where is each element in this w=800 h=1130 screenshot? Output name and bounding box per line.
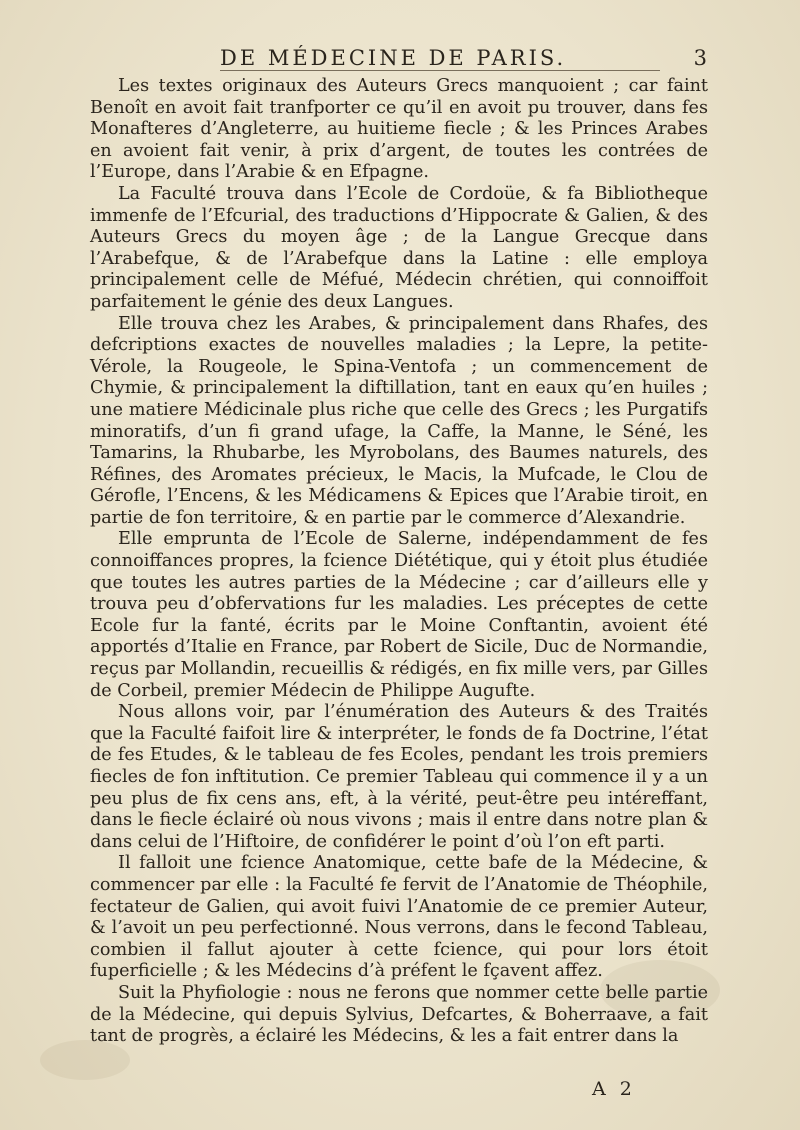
paragraph: Nous allons voir, par l’énumération des Auteurs & des Traités que la Faculté faifoit lire & interpréter, le fonds de fa Doctrine, l’état de fes Etudes, & le tableau de fes Ecoles, pendant les trois premiers fiecles de fon inftitution. Ce premier Tableau qui commence il y a un peu plus de fix cens ans, eft, à la vérité, peut-être peu intéreffant, dans le fiecle éclairé où nous vivons ; mais il entre dans notre plan & dans celui de l’Hiftoire, de confidérer le point d’où l’on eft parti. — [90, 702, 708, 852]
paragraph: Les textes originaux des Auteurs Grecs manquoient ; car faint Benoît en avoit fait tranfporter ce qu’il en avoit pu trouver, dans fes Monafteres d’Angleterre, au huitieme fiecle ; & les Princes Arabes en avoient fait venir, à prix d’argent, de toutes les contrées de l’Europe, dans l’Arabie & en Efpagne. — [90, 76, 708, 183]
running-title: DE MÉDECINE DE PARIS. — [220, 46, 567, 70]
paragraph: Suit la Phyfiologie : nous ne ferons que nommer cette belle partie de la Médecine, qui depuis Sylvius, Defcartes, & Boherraave, a fait tant de progrès, a éclairé les Médecins, & les a fait entrer dans la — [90, 982, 708, 1047]
paragraph: La Faculté trouva dans l’Ecole de Cordoüe, & fa Bibliotheque immenfe de l’Efcurial, des traductions d’Hippocrate & Galien, & des Auteurs Grecs du moyen âge ; de la Langue Grecque dans l’Arabefque, & de l’Arabefque dans la Latine : elle employa principalement celle de Méfué, Médecin chrétien, qui connoiffoit parfaitement le génie des deux Langues. — [90, 183, 708, 312]
body-text — [90, 76, 708, 1048]
header-rule — [220, 70, 660, 71]
running-header — [90, 46, 710, 76]
paragraph: Elle emprunta de l’Ecole de Salerne, indépendamment de fes connoiffances propres, la fcience Diététique, qui y étoit plus étudiée que toutes les autres parties de la Médecine ; car d’ailleurs elle y trouva peu d’obfervations fur les maladies. Les préceptes de cette Ecole fur la fanté, écrits par le Moine Conftantin, avoient été apportés d’Italie en France, par Robert de Sicile, Duc de Normandie, reçus par Mollandin, recueillis & rédigés, en fix mille vers, par Gilles de Corbeil, premier Médecin de Philippe Augufte. — [90, 529, 708, 701]
signature-mark: A 2 — [592, 1078, 636, 1100]
page-number: 3 — [693, 46, 710, 70]
paragraph: Elle trouva chez les Arabes, & principalement dans Rhafes, des defcriptions exactes de nouvelles maladies ; la Lepre, la petite-Vérole, la Rougeole, le Spina-Ventofa ; un commencement de Chymie, & principalement la diftillation, tant en eaux qu’en huiles ; une matiere Médicinale plus riche que celle des Grecs ; les Purgatifs minoratifs, d’un fi grand ufage, la Caffe, la Manne, le Séné, les Tamarins, la Rhubarbe, les Myrobolans, des Baumes naturels, des Réfines, des Aromates précieux, le Macis, la Mufcade, le Clou de Gérofle, l’Encens, & les Médicamens & Epices que l’Arabie tiroit, en partie de fon territoire, & en partie par le commerce d’Alexandrie. — [90, 313, 708, 528]
paragraph: Il falloit une fcience Anatomique, cette bafe de la Médecine, & commencer par elle : la Faculté fe fervit de l’Anatomie de Théophile, fectateur de Galien, qui avoit fuivi l’Anatomie de ce premier Auteur, & l’avoit un peu perfectionné. Nous verrons, dans le fecond Tableau, combien il fallut ajouter à cette fcience, qui pour lors étoit fuperficielle ; & les Médecins d’à préfent le fçavent affez. — [90, 853, 708, 982]
